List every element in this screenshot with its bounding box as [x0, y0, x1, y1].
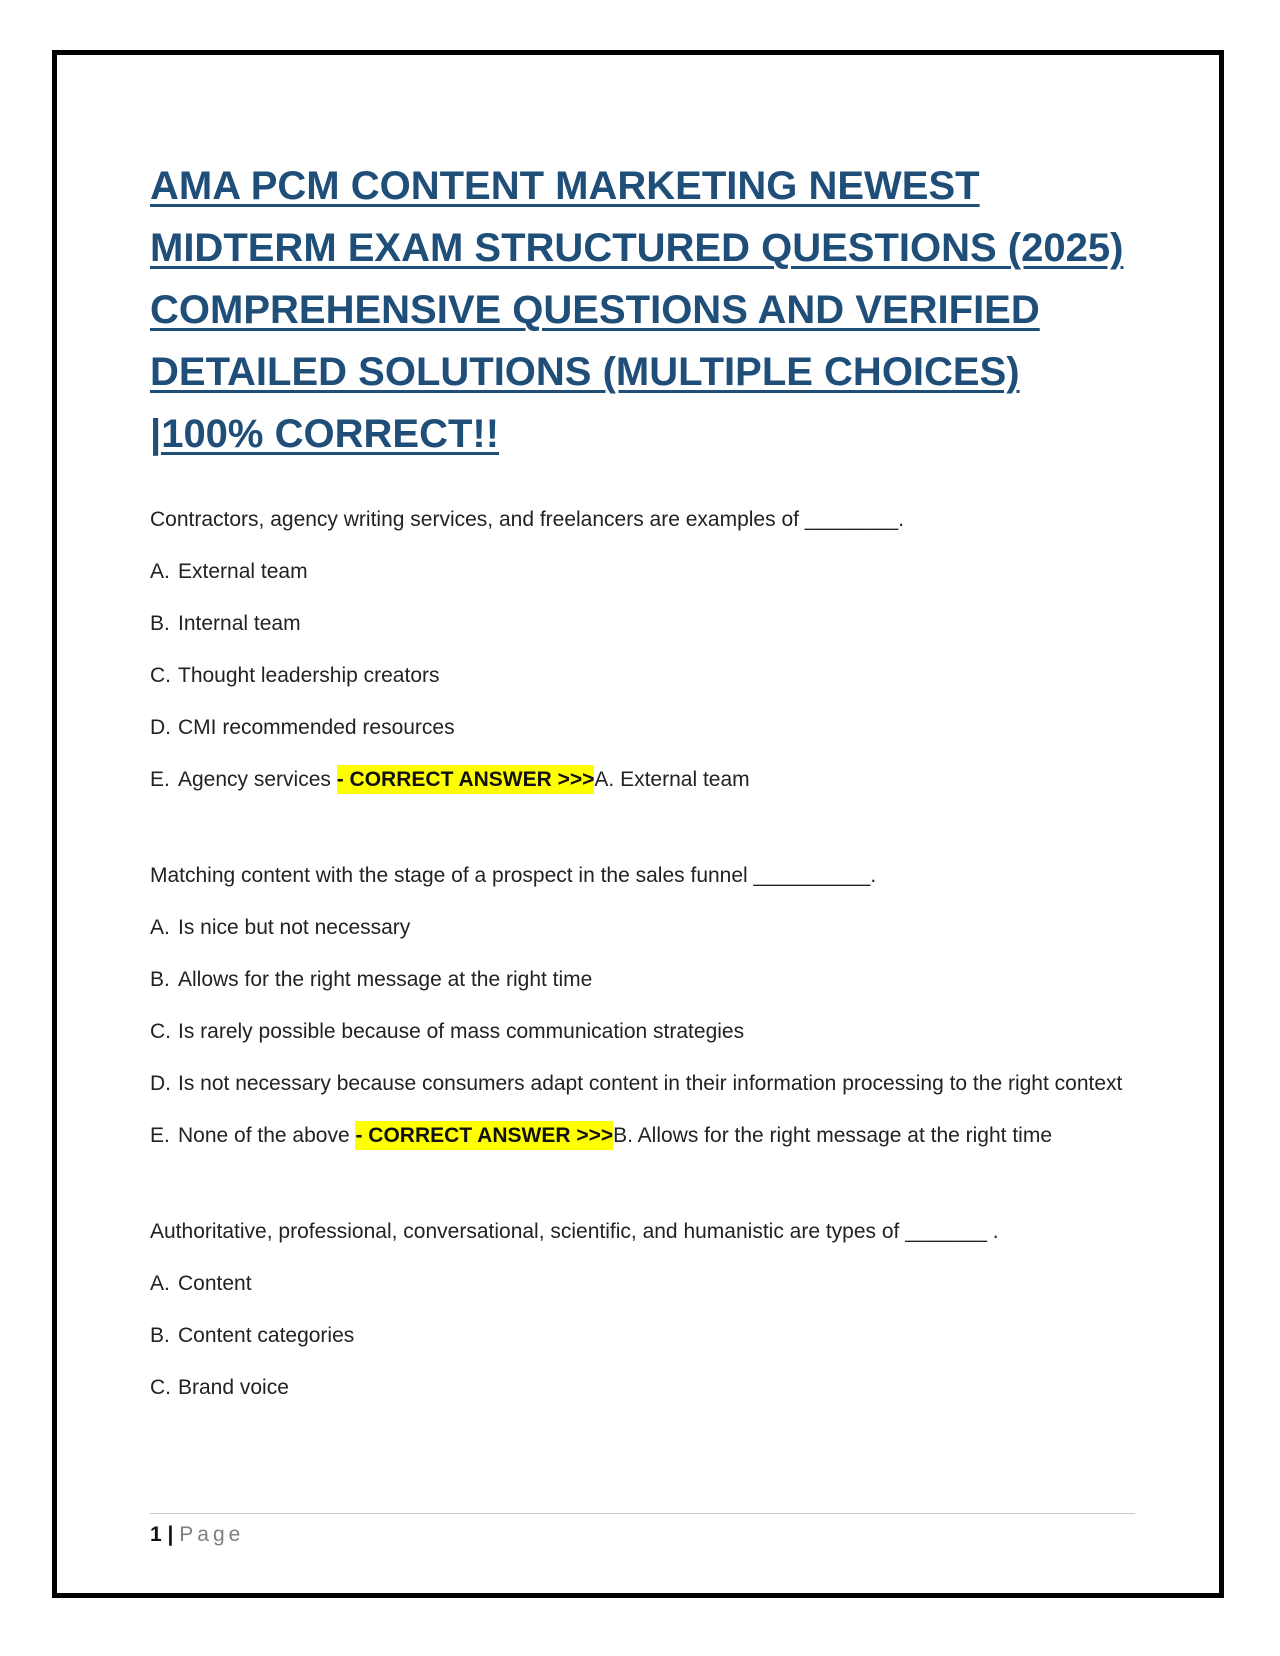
option-text-with-answer — [178, 1121, 1135, 1151]
option-e — [150, 765, 1135, 795]
option-text: Content — [178, 1272, 252, 1295]
option-c — [150, 1017, 1135, 1047]
question-text: Matching content with the stage of a prospect in the sales funnel __________. — [150, 864, 877, 887]
option-text-with-answer — [178, 765, 1135, 795]
option-b — [150, 1321, 1135, 1351]
correct-answer-marker: - CORRECT ANSWER >>> — [355, 1121, 613, 1150]
footer-separator: | — [167, 1523, 174, 1546]
correct-answer: A. External team — [594, 768, 750, 791]
option-letter: B. — [150, 612, 170, 635]
document-title: AMA PCM CONTENT MARKETING NEWEST MIDTERM EXAM STRUCTURED QUESTIONS (2025) COMPREHENSIVE QUESTIONS AND VERIFIED DETAILED SOLUTIONS (MULTIPLE CHOICES) |100% CORRECT!! — [150, 164, 1124, 456]
option-letter: A. — [150, 1272, 170, 1295]
option-letter: D. — [150, 716, 171, 739]
option-b — [150, 965, 1135, 995]
option-letter: E. — [150, 1124, 170, 1147]
option-letter: C. — [150, 1376, 171, 1399]
document-body — [150, 155, 1135, 1425]
option-d — [150, 1069, 1135, 1099]
page-label: Page — [179, 1523, 245, 1546]
option-c — [150, 1373, 1135, 1403]
option-letter: E. — [150, 768, 170, 791]
option-letter: A. — [150, 916, 170, 939]
option-text: Internal team — [178, 612, 301, 635]
question-2 — [150, 861, 1135, 1151]
option-text: External team — [178, 560, 308, 583]
option-text: Allows for the right message at the right time — [178, 968, 593, 991]
correct-answer-marker: - CORRECT ANSWER >>> — [337, 765, 595, 794]
option-letter: A. — [150, 560, 170, 583]
option-e — [150, 1121, 1135, 1151]
question-text: Authoritative, professional, conversational, scientific, and humanistic are types of _______ . — [150, 1220, 999, 1243]
question-3 — [150, 1217, 1135, 1403]
option-text: None of the above — [178, 1124, 356, 1147]
option-c — [150, 661, 1135, 691]
option-letter: B. — [150, 1324, 170, 1347]
question-1 — [150, 505, 1135, 795]
option-b — [150, 609, 1135, 639]
option-a — [150, 557, 1135, 587]
option-a — [150, 1269, 1135, 1299]
option-text: Is rarely possible because of mass communication strategies — [178, 1020, 745, 1043]
option-letter: D. — [150, 1072, 171, 1095]
option-text: Agency services — [178, 768, 337, 791]
page-footer — [150, 1513, 1135, 1550]
option-letter: C. — [150, 664, 171, 687]
option-text: Is not necessary because consumers adapt content in their information processing to the right context — [178, 1072, 1123, 1095]
option-d — [150, 713, 1135, 743]
option-letter: C. — [150, 1020, 171, 1043]
option-a — [150, 913, 1135, 943]
option-text: Is nice but not necessary — [178, 916, 411, 939]
correct-answer: B. Allows for the right message at the right time — [613, 1124, 1053, 1147]
option-text: CMI recommended resources — [178, 716, 455, 739]
option-letter: B. — [150, 968, 170, 991]
option-text: Brand voice — [178, 1376, 289, 1399]
option-text: Thought leadership creators — [178, 664, 440, 687]
page-number: 1 — [150, 1523, 162, 1546]
question-text: Contractors, agency writing services, and freelancers are examples of ________. — [150, 508, 905, 531]
option-text: Content categories — [178, 1324, 355, 1347]
